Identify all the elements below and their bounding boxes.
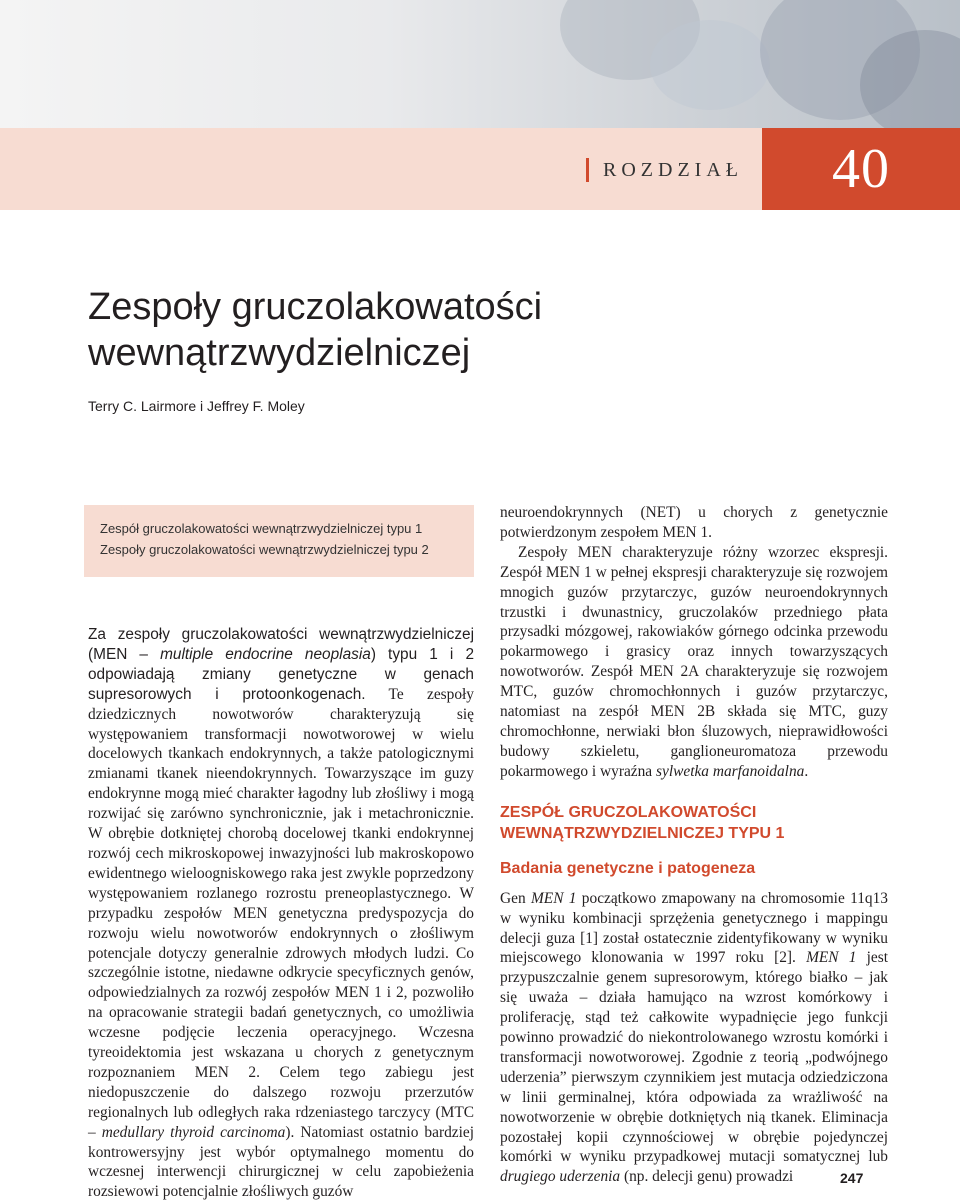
text-run: początkowo zmapowany na chromosomie 11q13 w wyniku kombinacji sprzężenia genetycznego i mappingu delecji guza [1] został ostatecznie zidentyfikowany w wyniku miejscowego klonowania w 1997 roku [2]. — [500, 889, 889, 967]
text-run: Te zespoły dziedzicznych nowotworów charakteryzują się występowaniem transformacji nowotworowej w wielu docelowych tkankach endokrynnych, a także patologicznymi zmianami tkanek nieendokrynnych. Towarzyszące im guzy endokrynne mogą mieć charakter łagodny lub złośliwy i mogą rozwijać się zarówno synchronicznie, jak i metachronicznie. W obrębie dotkniętej chorobą docelowej tkanki endokrynnej rozwój cech mikroskopowej inwazyjności lub makroskopowo ewidentnego wieloogniskowego raka jest zwykle poprzedzony występowaniem rozlanego rozrostu preneoplastycznego. W przypadku zespołów MEN genetyczna predyspozycja do rozwoju wielu nowotworów endokrynnych o złośliwym potencjale dotyczy generalnie zdrowych młodych ludzi. Co szczególnie istotne, niedawne odkrycie specyficznych genów, odpowiedzialnych za rozwój zespołów MEN 1 i 2, pozwoliło na opracowanie strategii badań genetycznych, co umożliwia wczesne podjęcie leczenia operacyjnego. Wczesna tyreoidektomia jest wskazana u chorych z genetycznym rozpoznaniem MEN 2. Celem tego zabiegu jest niedopuszczenie do dalszego rozwoju przerzutów regionalnych lub odległych raka rdzeniastego tarczycy (MTC – — [88, 685, 475, 1141]
page-title — [88, 284, 788, 376]
text-run-italic: MEN 1 — [806, 949, 857, 967]
chapter-number: 40 — [762, 128, 960, 210]
section-heading-line-2: WEWNĄTRZWYDZIELNICZEJ TYPU 1 — [500, 824, 785, 842]
text-run: Gen — [500, 889, 531, 907]
body-paragraph — [500, 543, 888, 782]
section-heading-line-1: ZESPÓŁ GRUCZOLAKOWATOŚCI — [500, 803, 757, 821]
text-run: Za zespoły gruczolakowatości wewnątrzwydzielniczej (MEN – — [88, 626, 474, 663]
text-run-italic: sylwetka marfanoidalna — [656, 762, 805, 780]
toc-item-men1[interactable]: Zespół gruczolakowatości wewnątrzwydzielniczej typu 1 — [100, 521, 423, 536]
intro-paragraph — [88, 625, 474, 1202]
body-paragraph: neuroendokrynnych (NET) u chorych z genetycznie potwierdzonym zespołem MEN 1. — [500, 504, 888, 541]
text-run: ) typu 1 i 2 odpowiadają zmiany genetyczne w genach supresorowych i protoonkogenach. — [88, 645, 474, 703]
authors: Terry C. Lairmore i Jeffrey F. Moley — [88, 398, 305, 414]
page-number: 247 — [840, 1170, 864, 1186]
title-line-1: Zespoły gruczolakowatości — [88, 286, 543, 328]
text-run: jest przypuszczalnie genem supresorowym, którego białko – jak się uważa – działa hamująco na wzrost komórkowy i proliferację, stąd też całkowite wypadnięcie jego funkcji powinno prowadzić do niekontrolowanego wzrostu komórki i transformacji nowotworowej. Zgodnie z teorią „podwójnego uderzenia” pierwszym czynnikiem jest mutacja odziedziczona w linii germinalnej, która odpowiada za wrażliwość na nowotworzenie w obrębie dotkniętych nią tkanek. Eliminacja pozostałej kopii czynnościowej w obrębie pojedynczej komórki w wyniku przypadkowej mutacji somatycznej lub — [500, 949, 888, 1166]
chapter-word: ROZDZIAŁ — [603, 158, 743, 181]
header-photo — [0, 0, 960, 128]
text-run: Zespoły MEN charakteryzuje różny wzorzec ekspresji. Zespół MEN 1 w pełnej ekspresji charakteryzuje się rozwojem mnogich guzów przytarczyc, guzów neuroendokrynnych trzustki i dwunastnicy, gruczolaków przedniego płata przysadki mózgowej, rakowiaków górnego odcinka przewodu pokarmowego i grasicy oraz innych towarzyszących nowotworów. Zespół MEN 2A charakteryzuje się rozwojem MTC, guzów chromochłonnych i guzów przytarczyc, natomiast na zespół MEN 2B składa się MTC, guzy chromochłonne, nerwiaki błon śluzowych, nieprawidłowości budowy szkieletu, ganglioneuromatoza przewodu pokarmowego i wyraźna — [500, 543, 888, 780]
text-run-italic: multiple endocrine neoplasia — [160, 645, 371, 663]
sub-heading: Badania genetyczne i patogeneza — [500, 859, 756, 877]
title-line-2: wewnątrzwydzielniczej — [88, 332, 471, 374]
text-run: ). Natomiast ostatnio bardziej kontrowersyjny jest wybór optymalnego momentu do wczesnej interwencji chirurgicznej w celu zapobieżenia rozsiewowi potencjalnie złośliwych guzów — [88, 1123, 474, 1201]
left-column — [88, 625, 474, 1202]
text-run-italic: medullary thyroid carcinoma — [101, 1123, 286, 1141]
toc-item-men2[interactable]: Zespoły gruczolakowatości wewnątrzwydzielniczej typu 2 — [100, 542, 429, 557]
section-heading — [500, 802, 888, 844]
chapter-contents — [84, 505, 474, 577]
photo-shape — [650, 20, 770, 110]
text-run-italic: drugiego uderzenia — [500, 1168, 621, 1186]
body-paragraph — [500, 889, 888, 1188]
chapter-divider — [586, 158, 589, 182]
right-column — [500, 503, 888, 1187]
text-run-italic: MEN 1 — [530, 889, 577, 907]
text-run: (np. delecji genu) prowadzi — [620, 1168, 794, 1186]
chapter-label — [586, 155, 743, 185]
text-run: . — [804, 762, 809, 780]
